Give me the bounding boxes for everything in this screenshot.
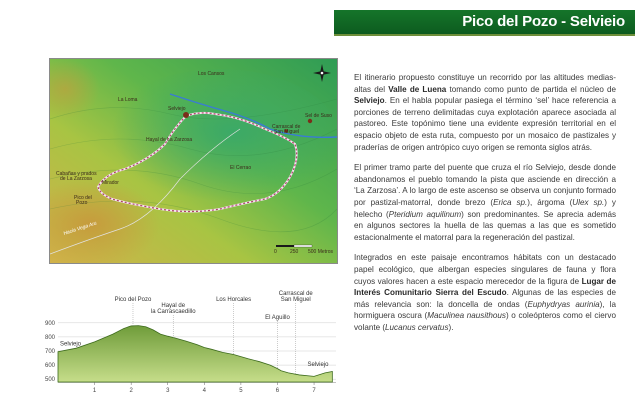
- p2-italic-erica: Erica sp.: [493, 197, 528, 207]
- p3-italic-maculinea: Maculinea nausithous: [427, 311, 506, 321]
- p3-italic-lucanus: Lucanus cervatus: [385, 322, 449, 332]
- p2-italic-pteridium: Pteridium aquilinum: [388, 209, 462, 219]
- scale-start: 0: [274, 249, 277, 255]
- profile-annotation: San Miguel: [280, 297, 311, 303]
- scale-mid: 250: [290, 249, 299, 255]
- p2-text-3: ) y helecho (: [354, 197, 616, 219]
- x-tick-label: 6: [275, 388, 280, 394]
- paragraph-3: [354, 252, 616, 333]
- p3-text-5: ).: [448, 322, 454, 332]
- map-svg: [50, 59, 337, 263]
- valley-shade: [100, 69, 337, 209]
- elevation-profile: [36, 280, 338, 408]
- x-tick-label: 7: [312, 388, 316, 394]
- map-label-selviejo: Selviejo: [168, 106, 186, 112]
- p3-italic-euphydryas: Euphydryas aurinia: [527, 299, 600, 309]
- y-tick-label: 800: [44, 334, 55, 341]
- p1-text-2: tomando como punto de partida el núcleo de: [446, 84, 616, 94]
- map-label-la-loma: La Loma: [118, 97, 138, 103]
- village-sel-de-suso: [308, 119, 312, 123]
- map-label-carrascal: Carrascal de San Miguel: [272, 124, 301, 135]
- p3-text-3: ), la hormiguera oscura (: [354, 299, 616, 321]
- paragraph-2: [354, 162, 616, 243]
- p3-text-4: ) o coleópteros como el ciervo volante (: [354, 311, 616, 332]
- profile-annotation: El Aguillo: [265, 315, 290, 321]
- p2-text-1: El primer tramo parte del puente que cruza el río Selviejo, desde donde abandonamos el pueblo tomando la pista que asciende en dirección a ‘La Zarzosa’. A lo largo de este ascenso se observa un conjunto formado por pastizal-matorral, donde brezo (: [354, 163, 616, 207]
- profile-svg: [36, 280, 338, 408]
- description-text: [354, 72, 616, 342]
- map-label-cabanas: Cabañas y prados de La Zarzosa: [56, 171, 97, 182]
- map-label-el-cerrao: El Cerrao: [230, 165, 252, 171]
- profile-annotation: Selviejo: [307, 361, 329, 368]
- p3-text-2: . Algunas de las especies de más relevancia son: la doncella de ondas (: [354, 288, 617, 309]
- p3-bold-lic: Lugar de Interés Comunitario Sierra del Escudo: [354, 276, 616, 298]
- profile-annotation: Selviejo: [60, 341, 82, 348]
- page-title: Pico del Pozo - Selvieio: [462, 13, 625, 30]
- y-tick-label: 500: [44, 377, 55, 384]
- map-label-sel-de-suso: Sel de Suso: [305, 113, 332, 119]
- scale-end: 500 Metros: [308, 249, 334, 255]
- x-tick-label: 5: [239, 388, 243, 394]
- p2-text-2: ), árgoma (: [527, 197, 573, 207]
- x-tick-label: 2: [129, 388, 133, 394]
- profile-annotation: Pico del Pozo: [114, 297, 152, 303]
- map-label-pico-del-pozo: Pico del Pozo: [74, 195, 92, 206]
- p3-text-1: Integrados en este paisaje encontramos hábitats con un destacado papel ecológico, que albergan especies singulares de fauna y flora cuyos valores hacen a este espacio merecedor de la figura de: [354, 253, 616, 286]
- x-tick-label: 3: [166, 388, 170, 394]
- profile-annotation: Hayal de: [161, 303, 186, 309]
- y-tick-label: 900: [44, 320, 55, 327]
- p1-text-3: . En el habla popular pasiega el término ‘sel’ hace referencia a porciones de terreno delimitadas cuya explotación aparece asociada al pastoreo. Este topónimo tiene una evidente expresión territorial en el espacio objeto de esta ruta, compuesto por un mosaico de pastizales y praderías de origen antrópico cuyo origen se remonta siglos atrás.: [354, 96, 616, 152]
- profile-annotation: Carrascal de: [278, 291, 313, 297]
- title-bar: [334, 10, 635, 36]
- profile-annotation: Los Horcales: [216, 297, 252, 303]
- route-map: [49, 58, 338, 264]
- p2-italic-ulex: Ulex sp.: [572, 197, 605, 207]
- p1-text-1: El itinerario propuesto constituye un recorrido por las altitudes medias-altas del: [354, 73, 616, 94]
- paragraph-1: [354, 72, 616, 153]
- map-label-los-cansos: Los Cansos: [198, 71, 225, 77]
- p1-bold-valle: Valle de Luena: [388, 84, 447, 94]
- p2-text-4: ) son predominantes. Se aprecia además en algunos sectores la huella de las quemas a las que es sometido estacionalmente el matorral para la regeneración del pastizal.: [354, 209, 616, 242]
- map-label-hacia-vega: Hacia Vega Aru: [62, 220, 98, 237]
- village-selviejo: [183, 112, 189, 118]
- x-tick-label: 4: [202, 388, 206, 394]
- p1-bold-selviejo: Selviejo: [354, 96, 385, 106]
- x-tick-label: 1: [92, 388, 97, 394]
- map-label-hayal: Hayal de La Zarzosa: [146, 137, 193, 143]
- y-tick-label: 700: [44, 349, 55, 355]
- profile-area: [58, 326, 332, 382]
- map-label-mirador: Mirador: [102, 180, 119, 186]
- profile-annotation: la Carrascaedillo: [150, 309, 196, 315]
- y-tick-label: 600: [44, 363, 55, 370]
